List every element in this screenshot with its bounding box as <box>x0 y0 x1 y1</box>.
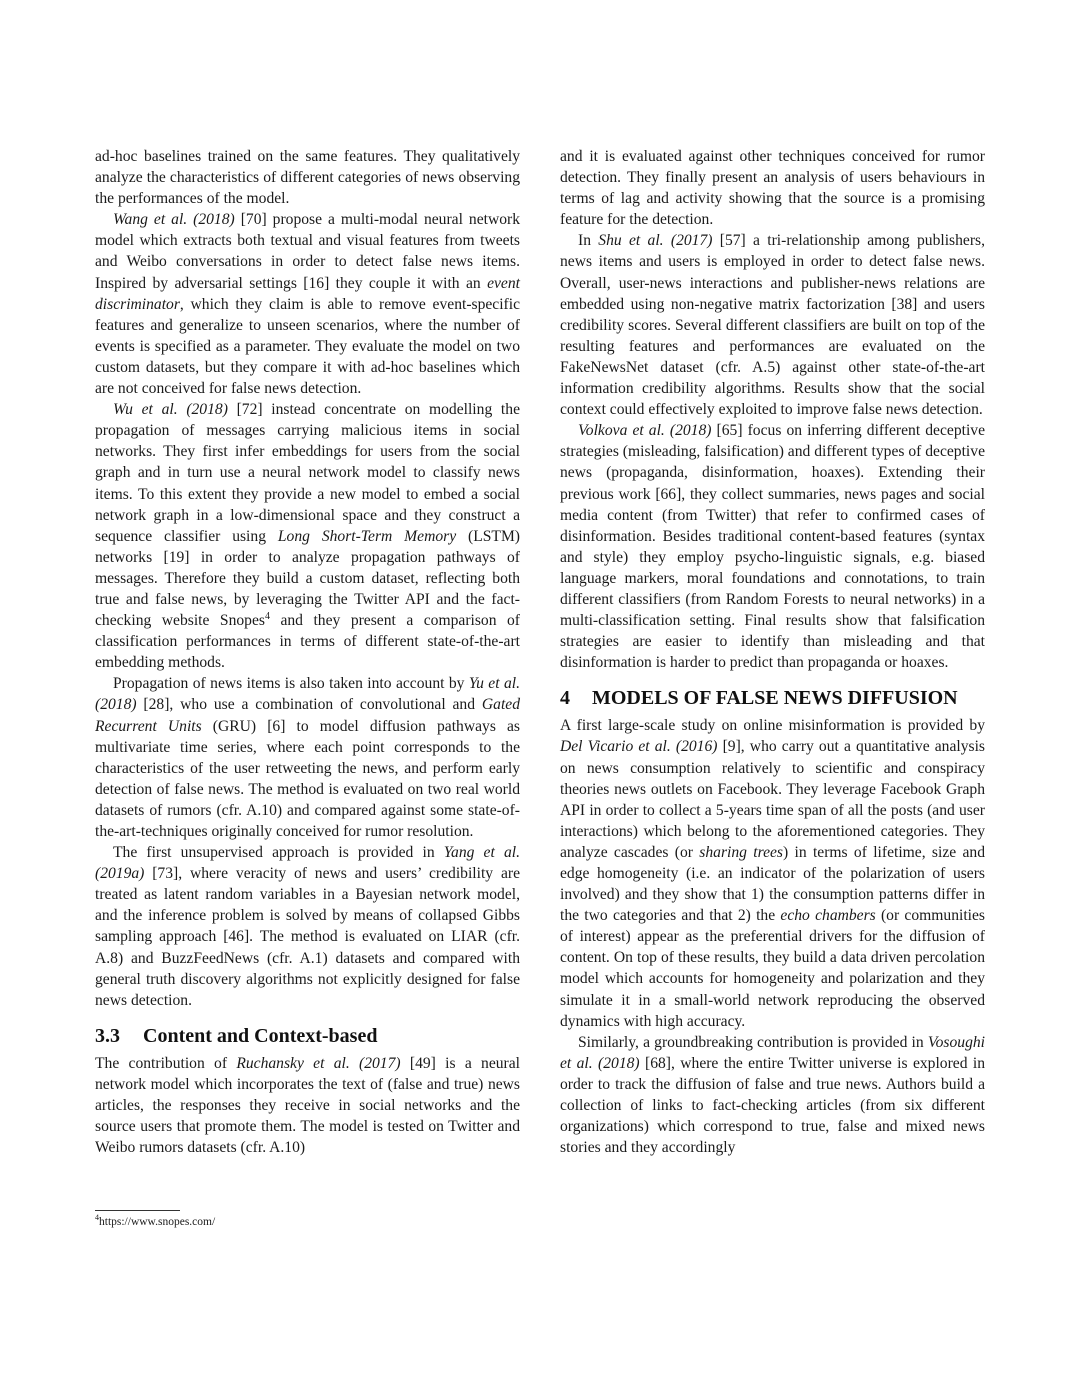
text-run: (LSTM) networks [19] in order to analyze propagation pathways of messages. Therefore they build a custom dataset, reflecting both true and false news, by leveraging the Twitter API and the fact-checking website Snopes <box>95 527 520 630</box>
citation: Ruchansky et al. (2017) <box>236 1054 401 1072</box>
section-number: 4 <box>560 687 570 710</box>
citation: Yang et al. (2019a) <box>95 844 520 883</box>
paragraph <box>95 1053 520 1158</box>
text-run: [9], who carry out a quantitative analysis on news consumption relatively to scientific and conspiracy theories news outlets on Facebook. They leverage Facebook Graph API in order to collect a 5-years time span of all the posts (and user interactions) which belong to the aforementioned categories. They analyze cascades (or <box>560 738 985 861</box>
emphasis: echo chambers <box>780 907 876 925</box>
text-run: and they present a comparison of classification performances in terms of different state-of-the-art embedding methods. <box>95 612 520 672</box>
text-run: , which they claim is able to remove event-specific features and generalize to unseen scenarios, where the number of events is specified as a parameter. They evaluate the model on two custom datasets, but they compare it with ad-hoc baselines which are not conceived for false news detection. <box>95 295 520 398</box>
text-run: In <box>578 232 599 250</box>
emphasis: sharing trees <box>699 843 783 861</box>
text-run: Similarly, a groundbreaking contribution is provided in <box>578 1033 928 1051</box>
text-run: [49] is a neural network model which incorporates the text of (false and true) news articles, the responses they receive in social networks and the source users that promote them. The model is tested on Twitter and Weibo rumors datasets (cfr. A.10) <box>95 1054 521 1157</box>
text-run: (GRU) [6] to model diffusion pathways as multivariate time series, where each point corresponds to the characteristics of the user retweeting the news, and perform early detection of false news. The method is evaluated on two real world datasets of rumors (cfr. A.10) and compared against some state-of-the-art-techniques originally conceived for rumor resolution. <box>95 717 521 840</box>
emphasis: Long Short-Term Memory <box>277 527 457 545</box>
text-run: [65] focus on inferring different deceptive strategies (misleading, falsification) and different types of deceptive news (propaganda, disinformation, hoaxes). Extending their previous work [66], they collect summaries, news pages and social media content (from Twitter) that refer to confirmed cases of disinformation. Besides traditional content-based features (syntax and style) they employ psycho-linguistic signals, e.g. biased language markers, moral foundations and connotations, to train different classifiers (from Random Forests to neural networks) in a multi-classification setting. Final results show that falsification strategies are easier to identify than misleading and that disinformation is harder to predict than propaganda or hoaxes. <box>560 422 985 672</box>
text-run: [68], where the entire Twitter universe is explored in order to track the diffusion of false and true news. Authors build a collection of links to fact-checking articles (from six different organizations) which correspond to true, false and mixed news stories and they accordingly <box>560 1054 986 1157</box>
text-run: A first large-scale study on online misinformation is provided by <box>560 717 985 735</box>
citation: Yu et al. (2018) <box>95 675 520 714</box>
footnote-marker[interactable]: 4 <box>264 610 270 622</box>
text-run: [28], who use a combination of convolutional and <box>136 696 482 714</box>
paragraph <box>95 673 520 842</box>
citation: Vosoughi et al. (2018) <box>560 1033 985 1072</box>
section-heading <box>560 686 985 710</box>
citation: Wu et al. (2018) <box>113 401 228 419</box>
text-run: Propagation of news items is also taken into account by <box>113 675 469 693</box>
footnote-divider <box>95 1210 180 1211</box>
text-run: The contribution of <box>95 1054 237 1072</box>
paragraph <box>95 399 520 673</box>
section-number: 3.3 <box>95 1024 120 1047</box>
paragraph <box>95 209 520 399</box>
text-run: ) in terms of lifetime, size and edge homogeneity (i.e. an indicator of the polarization of users involved) and they show that 1) the consumption patterns differ in the two categories and that 2) the <box>560 843 986 925</box>
citation: Del Vicario et al. (2016) <box>560 738 718 756</box>
left-column <box>95 146 520 1158</box>
text-run: The first unsupervised approach is provided in <box>113 844 444 862</box>
paragraph: and it is evaluated against other techniques conceived for rumor detection. They finally present an analysis of users behaviours in terms of lag and activity showing that the source is a promising feature for the detection. <box>560 148 985 229</box>
text-run: (or communities of interest) appear as the preferential drivers for the diffusion of content. On top of these results, they build a data driven percolation model which accounts for homogeneity and polarization and they simulate it in a small-world network reproducing the observed dynamics with high accuracy. <box>560 907 985 1030</box>
paragraph <box>560 420 985 673</box>
section-heading <box>95 1024 520 1048</box>
emphasis: Gated Recurrent Units <box>95 696 520 735</box>
right-column <box>560 146 985 1158</box>
paragraph <box>560 1032 985 1159</box>
paragraph <box>95 842 520 1011</box>
paragraph <box>560 715 985 1031</box>
paragraph: ad-hoc baselines trained on the same features. They qualitatively analyze the characteristics of different categories of news observing the performances of the model. <box>95 148 520 208</box>
footnote <box>95 1215 215 1229</box>
citation: Wang et al. (2018) <box>113 211 235 229</box>
text-run: [57] a tri-relationship among publishers, news items and users is employed in order to detect false news. Overall, user-news interactions and publisher-news relations are embedded using non-negative matrix factorization [38] and users credibility scores. Several different classifiers are built on top of the resulting features and performances are evaluated on the FakeNewsNet dataset (cfr. A.5) against other state-of-the-art information credibility algorithms. Results show that the social context could effectively exploited to improve false news detection. <box>560 232 985 419</box>
citation: Volkova et al. (2018) <box>578 422 712 440</box>
text-run: [70] propose a multi-modal neural network model which extracts both textual and visual features from tweets and Weibo conversations in order to detect false news items. Inspired by adversarial settings [16] they couple it with an <box>95 211 520 292</box>
citation: Shu et al. (2017) <box>598 232 713 250</box>
section-title: MODELS OF FALSE NEWS DIFFUSION <box>592 687 958 710</box>
text-run: [73], where veracity of news and users’ credibility are treated as latent random variables in a Bayesian network model, and the inference problem is solved by means of collapsed Gibbs sampling approach [46]. The method is evaluated on LIAR (cfr. A.8) and BuzzFeedNews (cfr. A.1) datasets and compared with general truth discovery algorithms not explicitly designed for false news detection. <box>95 865 520 1009</box>
text-run: [72] instead concentrate on modelling the propagation of messages carrying malicious items in social networks. They first infer embeddings for users from the social graph and in turn use a neural network model to classify news items. To this extent they provide a new model to embed a social network graph in a low-dimensional space and they construct a sequence classifier using <box>95 401 520 545</box>
paragraph <box>560 230 985 420</box>
section-title: Content and Context-based <box>143 1024 378 1047</box>
footnote-mark: 4 <box>95 1213 99 1223</box>
emphasis: event discriminator <box>95 274 520 313</box>
footnote-link[interactable]: https://www.snopes.com/ <box>99 1216 216 1228</box>
